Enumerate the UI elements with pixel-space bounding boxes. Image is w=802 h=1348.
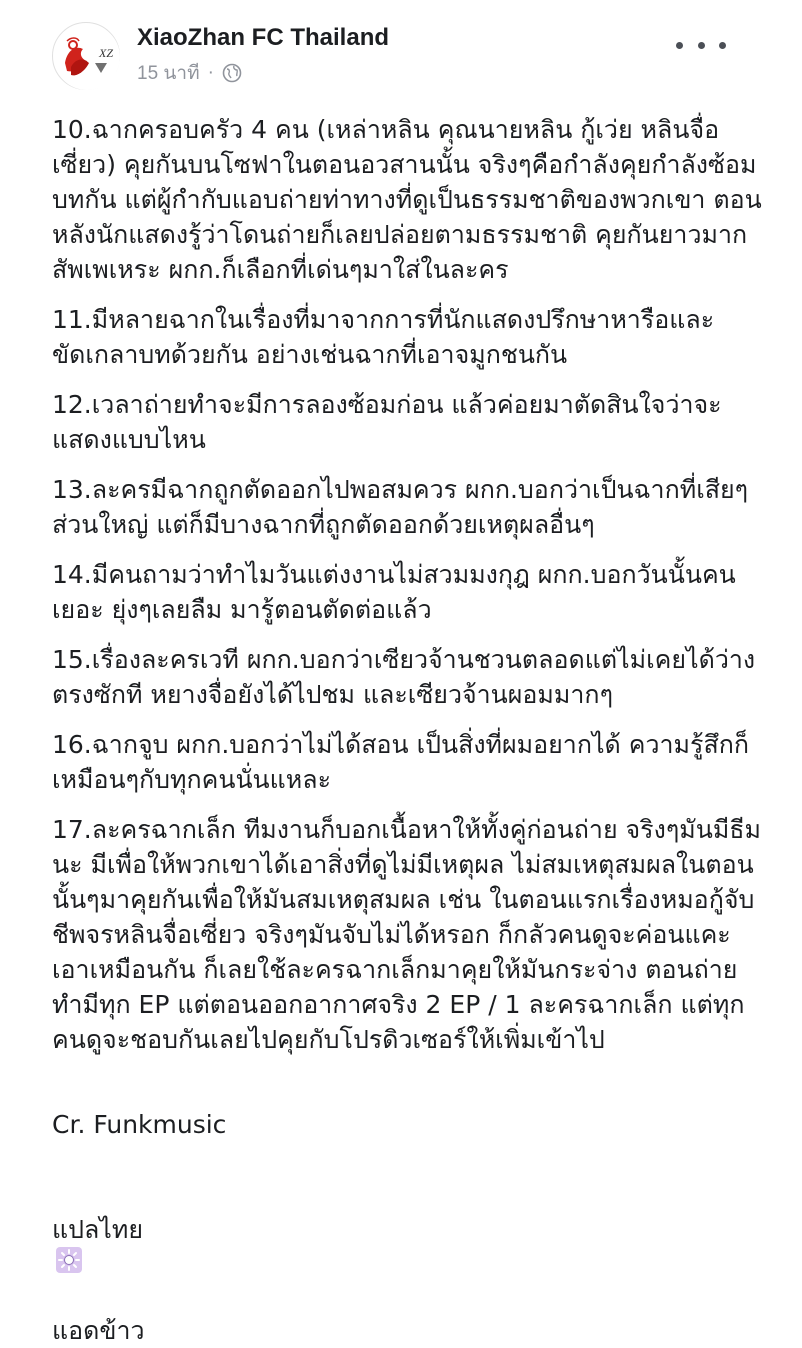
- post-paragraph-14: 14.มีคนถามว่าทำไมวันแต่งงานไม่สวมมงกุฎ ผกก.บอกวันนั้นคนเยอะ ยุ่งๆเลยลืม มารู้ตอนตัดต่อแล้ว: [52, 560, 736, 624]
- post-credit: [52, 1072, 764, 1345]
- avatar-logo-icon: [53, 23, 121, 91]
- post-paragraph-13: 13.ละครมีฉากถูกตัดออกไปพอสมควร ผกก.บอกว่าเป็นฉากที่เสียๆส่วนใหญ่ แต่ก็มีบางฉากที่ถูกตัดออกด้วยเหตุผลอื่นๆ: [52, 475, 749, 539]
- more-dot-icon: [676, 42, 683, 49]
- credit-translator-name: แอดข้าว: [52, 1316, 145, 1345]
- post-timestamp[interactable]: 15 นาที: [137, 63, 200, 84]
- meta-separator: ·: [207, 62, 214, 83]
- credit-source: Cr. Funkmusic: [52, 1110, 227, 1139]
- post-paragraph-11: 11.มีหลายฉากในเรื่องที่มาจากการที่นักแสดงปรึกษาหารือและขัดเกลาบทด้วยกัน อย่างเช่นฉากที่เอาจมูกชนกัน: [52, 305, 715, 369]
- credit-translator-label: แปลไทย: [52, 1215, 144, 1244]
- credit-translator: [52, 1177, 764, 1345]
- svg-text:XZ: XZ: [99, 46, 114, 60]
- page-avatar[interactable]: [52, 22, 120, 90]
- post-paragraph-16: 16.ฉากจูบ ผกก.บอกว่าไม่ได้สอน เป็นสิ่งที่ผมอยากได้ ความรู้สึกก็เหมือนๆกับทุกคนนั่นแหละ: [52, 730, 749, 794]
- page-name-link[interactable]: XiaoZhan FC Thailand: [137, 24, 390, 51]
- more-dot-icon: [698, 42, 705, 49]
- post-header: [0, 0, 802, 100]
- post-meta: [137, 58, 242, 88]
- sun-emoji-icon: [56, 1247, 82, 1273]
- post-paragraph-15: 15.เรื่องละครเวที ผกก.บอกว่าเซียวจ้านชวนตลอดแต่ไม่เคยได้ว่างตรงซักที หยางจื่อยังได้ไปชม และเซียวจ้านผอมมากๆ: [52, 645, 756, 709]
- globe-icon[interactable]: [222, 63, 242, 83]
- post-paragraph-10: 10.ฉากครอบครัว 4 คน (เหล่าหลิน คุณนายหลิน กู้เว่ย หลินจื่อเซี่ยว) คุยกันบนโซฟาในตอนอวสานนั้น จริงๆคือกำลังคุยกำลังซ้อมบทกัน แต่ผู้กำกับแอบถ่ายท่าทางที่ดูเป็นธรรมชาติของพวกเขา ตอนหลังนักแสดงรู้ว่าโดนถ่ายก็เลยปล่อยตามธรรมชาติ คุยกันยาวมาก สัพเพเหระ ผกก.ก็เลือกที่เด่นๆมาใส่ในละคร: [52, 115, 762, 284]
- more-dot-icon: [719, 42, 726, 49]
- post-paragraph-17: 17.ละครฉากเล็ก ทีมงานก็บอกเนื้อหาให้ทั้งคู่ก่อนถ่าย จริงๆมันมีธีมนะ มีเพื่อให้พวกเขาได้เอาสิ่งที่ดูไม่มีเหตุผล ไม่สมเหตุสมผลในตอนนั้นๆมาคุยกันเพื่อให้มันสมเหตุสมผล เช่น ในตอนแรกเรื่องหมอกู้จับชีพจรหลินจื่อเซี่ยว จริงๆมันจับไม่ได้หรอก ก็กลัวคนดูจะค่อนแคะเอาเหมือนกัน ก็เลยใช้ละครฉากเล็กมาคุยให้มันกระจ่าง ตอนถ่ายทำมีทุก EP แต่ตอนออกอากาศจริง 2 EP / 1 ละครฉากเล็ก แต่ทุกคนดูจะชอบกันเลยไปคุยกับโปรดิวเซอร์ให้เพิ่มเข้าไป: [52, 815, 762, 1054]
- more-options-button[interactable]: [676, 30, 726, 60]
- post-body: [52, 112, 764, 1345]
- post-paragraph-12: 12.เวลาถ่ายทำจะมีการลองซ้อมก่อน แล้วค่อยมาตัดสินใจว่าจะแสดงแบบไหน: [52, 390, 722, 454]
